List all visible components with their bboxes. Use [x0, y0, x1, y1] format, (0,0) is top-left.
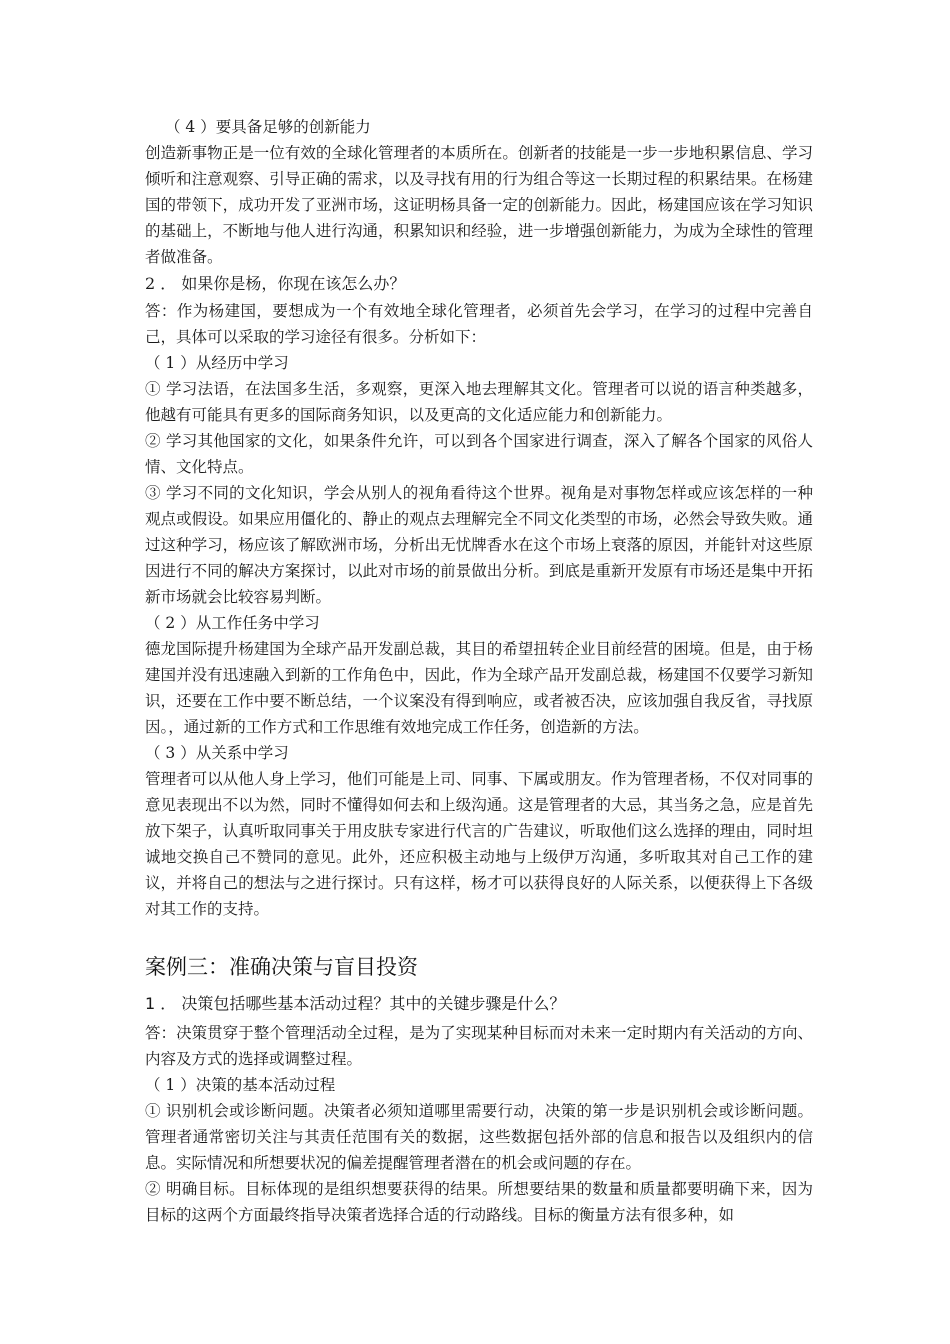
case-3-item-identify: ① 识别机会或诊断问题。决策者必须知道哪里需要行动，决策的第一步是识别机会或诊断问题。管理者通常密切关注与其责任范围有关的数据，这些数据包括外部的信息和报告以及组织内的信息。实际情况和所想要状况的偏差提醒管理者潜在的机会或问题的存在。 — [145, 1102, 813, 1172]
subheading-tasks: （ 2 ）从工作任务中学习 — [145, 614, 320, 632]
answer-intro: 答：作为杨建国，要想成为一个有效地全球化管理者，必须首先会学习，在学习的过程中完善自己，具体可以采取的学习途径有很多。分析如下： — [145, 302, 813, 346]
list-item-french: ① 学习法语，在法国多生活，多观察，更深入地去理解其文化。管理者可以说的语言种类越多，他越有可能具有更多的国际商务知识，以及更高的文化适应能力和创新能力。 — [145, 380, 813, 424]
case-3-item-goals: ② 明确目标。目标体现的是组织想要获得的结果。所想要结果的数量和质量都要明确下来，因为目标的这两个方面最终指导决策者选择合适的行动路线。目标的衡量方法有很多种，如 — [145, 1180, 813, 1224]
list-item-perspective: ③ 学习不同的文化知识，学会从别人的视角看待这个世界。视角是对事物怎样或应该怎样的一种观点或假设。如果应用僵化的、静止的观点去理解完全不同文化类型的市场，必然会导致失败。通过这种学习，杨应该了解欧洲市场，分析出无忧牌香水在这个市场上衰落的原因，并能针对这些原因进行不同的解决方案探讨，以此对市场的前景做出分析。到底是重新开发原有市场还是集中开拓新市场就会比较容易判断。 — [145, 484, 813, 606]
document-page — [145, 114, 813, 1228]
subheading-relations: （ 3 ）从关系中学习 — [145, 744, 289, 762]
paragraph-relations: 管理者可以从他人身上学习，他们可能是上司、同事、下属或朋友。作为管理者杨，不仅对同事的意见表现出不以为然，同时不懂得如何去和上级沟通。这是管理者的大忌，其当务之急，应是首先放下架子，认真听取同事关于用皮肤专家进行代言的广告建议，听取他们这么选择的理由，同时坦诚地交换自己不赞同的意见。此外，还应积极主动地与上级伊万沟通，多听取其对自己工作的建议，并将自己的想法与之进行探讨。只有这样，杨才可以获得良好的人际关系，以便获得上下各级对其工作的支持。 — [145, 770, 813, 918]
list-item-culture: ② 学习其他国家的文化，如果条件允许，可以到各个国家进行调查，深入了解各个国家的风俗人情、文化特点。 — [145, 432, 813, 476]
case-3-title: 案例三：准确决策与盲目投资 — [145, 955, 418, 979]
section-heading-innovation: （ 4 ）要具备足够的创新能力 — [165, 118, 371, 136]
paragraph-tasks: 德龙国际提升杨建国为全球产品开发副总裁，其目的希望扭转企业目前经营的困境。但是，由于杨建国并没有迅速融入到新的工作角色中，因此，作为全球产品开发副总裁，杨建国不仅要学习新知识，还要在工作中要不断总结，一个议案没有得到响应，或者被否决，应该加强自我反省，寻找原因。，通过新的工作方式和工作思维有效地完成工作任务，创造新的方法。 — [145, 640, 813, 736]
paragraph-innovation: 创造新事物正是一位有效的全球化管理者的本质所在。创新者的技能是一步一步地积累信息、学习倾听和注意观察、引导正确的需求，以及寻找有用的行为组合等这一长期过程的积累结果。在杨建国的带领下，成功开发了亚洲市场，这证明杨具备一定的创新能力。因此，杨建国应该在学习知识的基础上，不断地与他人进行沟通，积累知识和经验，进一步增强创新能力，为成为全球性的管理者做准备。 — [145, 144, 813, 266]
case-3-answer: 答：决策贯穿于整个管理活动全过程，是为了实现某种目标而对未来一定时期内有关活动的方向、内容及方式的选择或调整过程。 — [145, 1024, 813, 1068]
question-2: 2 ． 如果你是杨，你现在该怎么办？ — [145, 274, 406, 293]
subheading-experience: （ 1 ）从经历中学习 — [145, 354, 289, 372]
case-3-subheading: （ 1 ）决策的基本活动过程 — [145, 1076, 336, 1094]
case-3-question-1: 1 ． 决策包括哪些基本活动过程？其中的关键步骤是什么？ — [145, 994, 566, 1013]
